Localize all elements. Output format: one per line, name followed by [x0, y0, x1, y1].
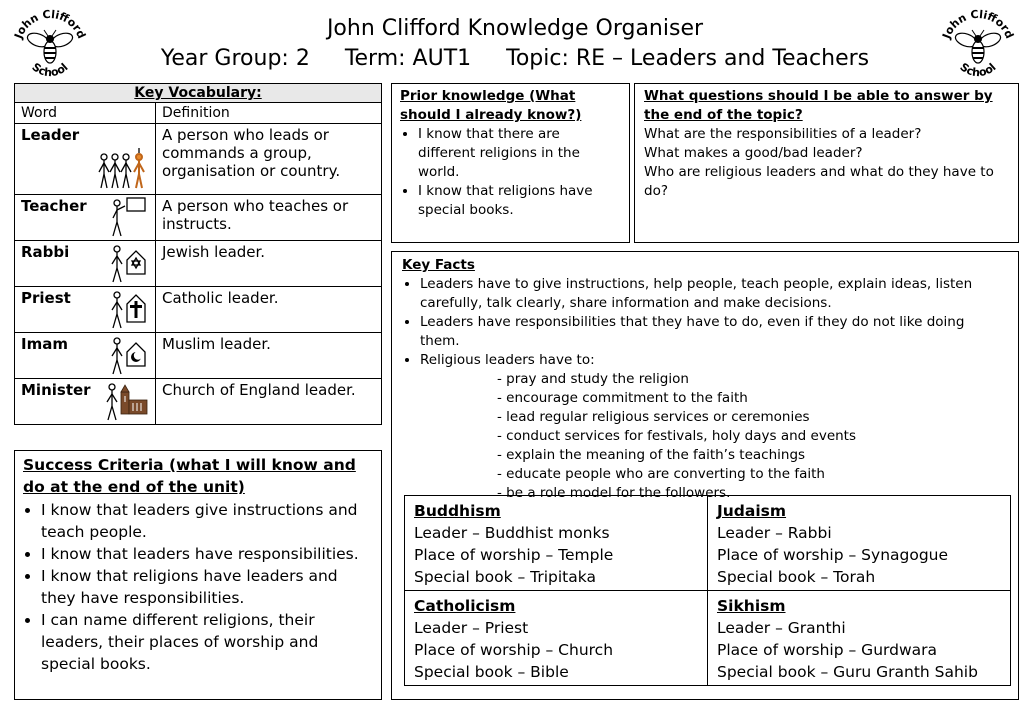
vocab-row — [15, 195, 382, 241]
question-item: What are the responsibilities of a leader? — [644, 126, 922, 142]
logo-text-bottom: School — [29, 60, 71, 80]
religion-leader: Leader – Buddhist monks — [414, 524, 610, 542]
religion-name: Catholicism — [414, 597, 516, 615]
questions-title: What questions should I be able to answer by the end of the topic? — [644, 88, 993, 123]
religion-name: Judaism — [717, 502, 787, 520]
vocab-row — [15, 241, 382, 287]
key-facts-title: Key Facts — [402, 257, 475, 273]
prior-knowledge-title: Prior knowledge (What should I already know?) — [400, 88, 582, 123]
bee-icon — [26, 30, 75, 63]
success-item: • I can name different religions, their leaders, their places of worship and special books. — [41, 609, 373, 675]
rabbi-star-of-david-icon — [109, 242, 149, 284]
school-logo-right — [936, 4, 1020, 88]
religions-table — [404, 495, 1011, 686]
duty-item: - explain the meaning of the faith’s teachings — [497, 447, 806, 463]
duty-item: - pray and study the religion — [497, 371, 689, 387]
duty-item: - educate people who are converting to the faith — [497, 466, 825, 482]
page-subtitle — [0, 46, 1030, 71]
vocab-definition: Jewish leader. — [156, 241, 382, 287]
religion-leader: Leader – Granthi — [717, 619, 846, 637]
vocab-word: Imam — [21, 335, 68, 353]
group-leader-icon — [97, 148, 149, 192]
prior-knowledge-box — [391, 83, 630, 243]
vocab-row — [15, 379, 382, 425]
vocab-col-word: Word — [15, 103, 156, 124]
religion-name: Buddhism — [414, 502, 501, 520]
duty-item: - be a role model for the followers. — [497, 485, 731, 501]
religion-cell-buddhism — [405, 496, 708, 591]
topic: Topic: RE – Leaders and Teachers — [506, 46, 870, 71]
success-criteria-box — [14, 450, 382, 700]
vocab-definition: Catholic leader. — [156, 287, 382, 333]
teacher-icon — [109, 196, 149, 238]
imam-crescent-icon — [109, 334, 149, 376]
religion-book: Special book – Guru Granth Sahib — [717, 663, 978, 681]
vocab-heading: Key Vocabulary: — [15, 84, 382, 103]
duty-item: - lead regular religious services or ceremonies — [497, 409, 810, 425]
religion-cell-judaism — [708, 496, 1011, 591]
vocab-word: Rabbi — [21, 243, 70, 261]
fact-item: • Leaders have responsibilities that they have to do, even if they do not like doing them. — [420, 313, 1008, 351]
page-title: John Clifford Knowledge Organiser — [326, 16, 704, 41]
bee-icon — [954, 30, 1003, 63]
vocab-row — [15, 124, 382, 195]
questions-box — [634, 83, 1019, 243]
religion-leader: Leader – Rabbi — [717, 524, 832, 542]
religion-place: Place of worship – Temple — [414, 546, 614, 564]
fact-item: • Religious leaders have to: — [420, 351, 1008, 370]
key-vocabulary-table — [14, 83, 382, 425]
prior-item: • I know that there are different religions in the world. — [418, 125, 621, 182]
school-logo-left — [8, 4, 92, 88]
religion-place: Place of worship – Church — [414, 641, 614, 659]
minister-church-icon — [105, 380, 149, 422]
vocab-word: Priest — [21, 289, 71, 307]
religion-place: Place of worship – Gurdwara — [717, 641, 938, 659]
logo-text-top: John Clifford — [939, 7, 1017, 41]
religion-name: Sikhism — [717, 597, 786, 615]
question-item: What makes a good/bad leader? — [644, 145, 863, 161]
duty-item: - encourage commitment to the faith — [497, 390, 748, 406]
religion-place: Place of worship – Synagogue — [717, 546, 949, 564]
priest-cross-icon — [109, 288, 149, 330]
year-group: Year Group: 2 — [160, 46, 310, 71]
vocab-word: Leader — [21, 126, 80, 144]
religion-leader: Leader – Priest — [414, 619, 529, 637]
vocab-row — [15, 287, 382, 333]
vocab-col-definition: Definition — [156, 103, 382, 124]
religion-book: Special book – Torah — [717, 568, 876, 586]
question-item: Who are religious leaders and what do they have to do? — [644, 164, 994, 199]
vocab-definition: A person who leads or commands a group, organisation or country. — [156, 124, 382, 195]
vocab-row — [15, 333, 382, 379]
religion-book: Special book – Bible — [414, 663, 569, 681]
success-criteria-title: Success Criteria (what I will know and do at the end of the unit) — [23, 456, 356, 496]
success-item: • I know that leaders have responsibilities. — [41, 543, 373, 565]
logo-text-bottom: School — [957, 60, 999, 80]
success-item: • I know that leaders give instructions and teach people. — [41, 499, 373, 543]
success-item: • I know that religions have leaders and they have responsibilities. — [41, 565, 373, 609]
religious-duties-list — [402, 370, 1008, 503]
vocab-definition: A person who teaches or instructs. — [156, 195, 382, 241]
religion-cell-sikhism — [708, 591, 1011, 686]
prior-item: • I know that religions have special books. — [418, 182, 621, 220]
religion-book: Special book – Tripitaka — [414, 568, 596, 586]
vocab-definition: Church of England leader. — [156, 379, 382, 425]
duty-item: - conduct services for festivals, holy days and events — [497, 428, 857, 444]
vocab-word: Minister — [21, 381, 91, 399]
term: Term: AUT1 — [344, 46, 472, 71]
religion-cell-catholicism — [405, 591, 708, 686]
logo-text-top: John Clifford — [11, 7, 89, 41]
vocab-definition: Muslim leader. — [156, 333, 382, 379]
vocab-word: Teacher — [21, 197, 87, 215]
fact-item: • Leaders have to give instructions, help people, teach people, explain ideas, listen carefully, talk clearly, share information and make decisions. — [420, 275, 1008, 313]
